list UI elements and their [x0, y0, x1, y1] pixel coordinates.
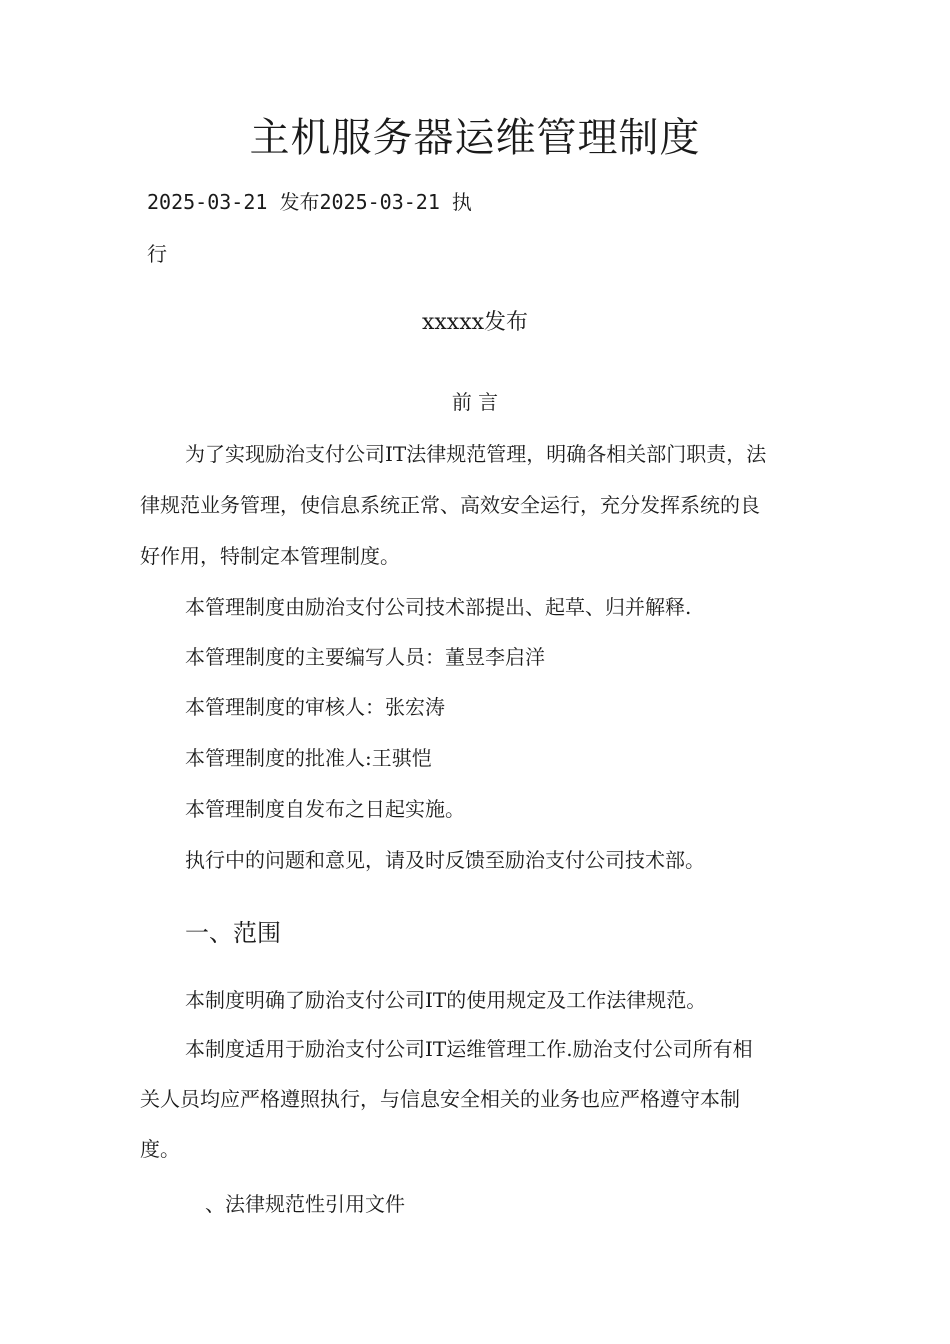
preface-paragraph-4: 本管理制度的审核人：张宏涛 — [185, 695, 445, 719]
issue-date-line-wrap: 行 — [147, 242, 167, 266]
preface-paragraph-1-line-1: 为了实现励治支付公司IT法律规范管理，明确各相关部门职责，法 — [185, 442, 767, 466]
section-1-paragraph-2-line-1: 本制度适用于励治支付公司IT运维管理工作.励治支付公司所有相 — [185, 1037, 753, 1061]
preface-paragraph-1-line-2: 律规范业务管理，使信息系统正常、高效安全运行，充分发挥系统的良 — [140, 493, 760, 517]
document-title: 主机服务器运维管理制度 — [249, 115, 701, 161]
preface-paragraph-6: 本管理制度自发布之日起实施。 — [185, 797, 465, 821]
preface-paragraph-7: 执行中的问题和意见，请及时反馈至励治支付公司技术部。 — [185, 848, 705, 872]
preface-paragraph-5: 本管理制度的批准人:王骐恺 — [185, 746, 432, 770]
preface-paragraph-1-line-3: 好作用，特制定本管理制度。 — [140, 544, 400, 568]
section-2-heading: 、法律规范性引用文件 — [205, 1192, 405, 1216]
section-1-paragraph-1: 本制度明确了励治支付公司IT的使用规定及工作法律规范。 — [185, 988, 707, 1012]
issue-date-line: 2025-03-21 发布2025-03-21 执 — [147, 190, 472, 214]
preface-paragraph-2: 本管理制度由励治支付公司技术部提出、起草、归并解释. — [185, 595, 692, 619]
publisher-line: xxxxx发布 — [421, 310, 529, 335]
section-1-paragraph-2-line-2: 关人员均应严格遵照执行，与信息安全相关的业务也应严格遵守本制 — [140, 1087, 740, 1111]
section-1-heading: 一、范围 — [185, 919, 281, 947]
preface-heading: 前 言 — [451, 390, 499, 414]
preface-paragraph-3: 本管理制度的主要编写人员：董昱李启洋 — [185, 645, 545, 669]
section-1-paragraph-2-line-3: 度。 — [140, 1137, 180, 1161]
